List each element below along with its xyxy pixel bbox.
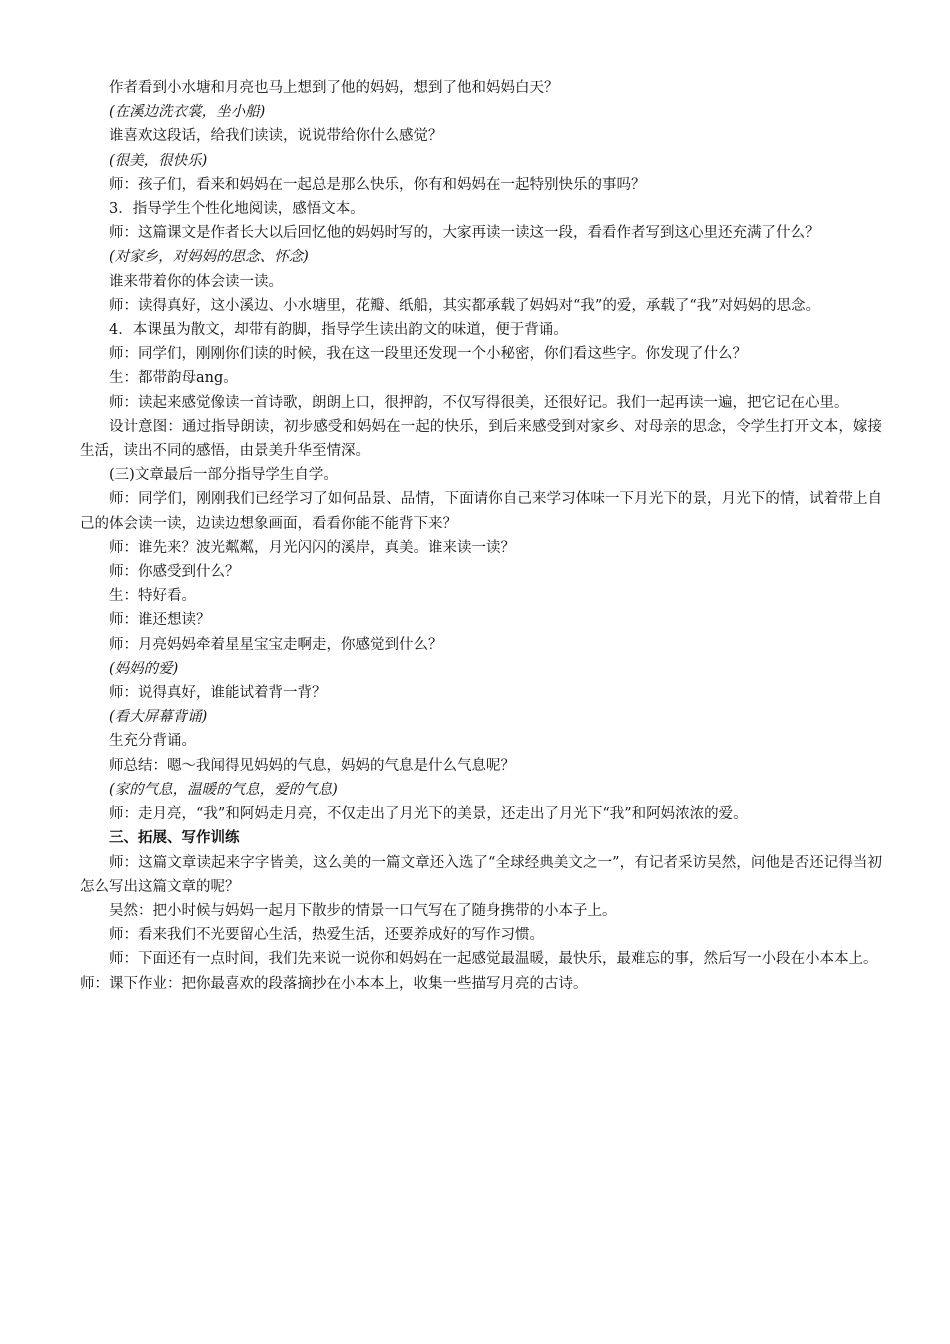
paragraph: 师：同学们，刚刚你们读的时候，我在这一段里还发现一个小秘密，你们看这些字。你发现了什么？ — [109, 346, 747, 363]
paragraph: 作者看到小水塘和月亮也马上想到了他的妈妈，想到了他和妈妈白天？ — [109, 80, 559, 96]
paragraph: 师：走月亮，“我”和阿妈走月亮，不仅走出了月光下的美景，还走出了月光下“我”和阿妈浓浓的爱。 — [109, 806, 748, 823]
section-heading: 三、拓展、写作训练 — [109, 829, 240, 847]
paragraph-answer: (在溪边洗衣裳，坐小船) — [109, 104, 266, 121]
paragraph-step: 3．指导学生个性化地阅读，感悟文本。 — [109, 201, 365, 218]
paragraph: 生：特好看。 — [109, 588, 196, 605]
paragraph: 谁来带着你的体会读一读。 — [109, 273, 283, 290]
paragraph: 师：读起来感觉像读一首诗歌，朗朗上口，很押韵，不仅写得很美，还很好记。我们一起再读一遍，把它记在心里。 — [109, 394, 849, 411]
paragraph: 师：谁还想读？ — [109, 612, 211, 629]
paragraph: 师：看来我们不光要留心生活，热爱生活，还要养成好的写作习惯。 — [109, 927, 544, 944]
paragraph: 谁喜欢这段话，给我们读读，说说带给你什么感觉？ — [109, 128, 443, 145]
paragraph: 师：孩子们，看来和妈妈在一起总是那么快乐，你有和妈妈在一起特别快乐的事吗？ — [109, 176, 646, 193]
paragraph: 师：谁先来？波光粼粼，月光闪闪的溪岸，真美。谁来读一读？ — [109, 539, 515, 556]
paragraph: 师：你感受到什么？ — [109, 564, 240, 581]
paragraph: 师：这篇课文是作者长大以后回忆他的妈妈时写的，大家再读一读这一段，看看作者写到这心里还充满了什么？ — [109, 225, 820, 242]
paragraph-homework: 师：课下作业：把你最喜欢的段落摘抄在小本本上，收集一些描写月亮的古诗。 — [80, 975, 588, 992]
paragraph-design-intent: 设计意图：通过指导朗读，初步感受和妈妈在一起的快乐，到后来感受到对家乡、对母亲的思念，令学生打开文本，嫁接生活，读出不同的感悟，由景美升华至情深。 — [80, 418, 882, 460]
paragraph: 师：说得真好，谁能试着背一背？ — [109, 685, 327, 702]
paragraph: 师：读得真好，这小溪边、小水塘里，花瓣、纸船，其实都承载了妈妈对“我”的爱，承载了“我”对妈妈的思念。 — [109, 297, 821, 314]
paragraph-answer: (对家乡，对妈妈的思念、怀念) — [109, 249, 309, 266]
paragraph: 生：都带韵母ang。 — [109, 370, 238, 387]
paragraph-answer: (看大屏幕背诵) — [109, 709, 208, 726]
paragraph: 师：这篇文章读起来字字皆美，这么美的一篇文章还入选了“全球经典美文之一”，有记者采访吴然，问他是否还记得当初怎么写出这篇文章的呢？ — [80, 854, 882, 895]
paragraph-answer: (妈妈的爱) — [109, 660, 179, 677]
paragraph: 吴然：把小时候与妈妈一起月下散步的情景一口气写在了随身携带的小本子上。 — [109, 902, 617, 919]
paragraph-answer: (家的气息，温暖的气息，爱的气息) — [109, 781, 338, 798]
paragraph-section: (三)文章最后一部分指导学生自学。 — [109, 467, 338, 484]
paragraph-answer: (很美，很快乐) — [109, 152, 208, 169]
paragraph: 师：月亮妈妈牵着星星宝宝走啊走，你感觉到什么？ — [109, 636, 443, 653]
document-page — [80, 76, 882, 996]
paragraph: 师：下面还有一点时间，我们先来说一说你和妈妈在一起感觉最温暖，最快乐，最难忘的事，然后写一小段在小本本上。 — [109, 951, 878, 968]
paragraph: 师总结：嗯～我闻得见妈妈的气息，妈妈的气息是什么气息呢？ — [109, 757, 515, 774]
paragraph-step: 4．本课虽为散文，却带有韵脚，指导学生读出韵文的味道，便于背诵。 — [109, 322, 568, 339]
paragraph: 生充分背诵。 — [109, 733, 196, 750]
paragraph: 师：同学们，刚刚我们已经学习了如何品景、品情，下面请你自己来学习体味一下月光下的景，月光下的情，试着带上自己的体会读一读，边读边想象画面，看看你能不能背下来？ — [80, 491, 882, 532]
